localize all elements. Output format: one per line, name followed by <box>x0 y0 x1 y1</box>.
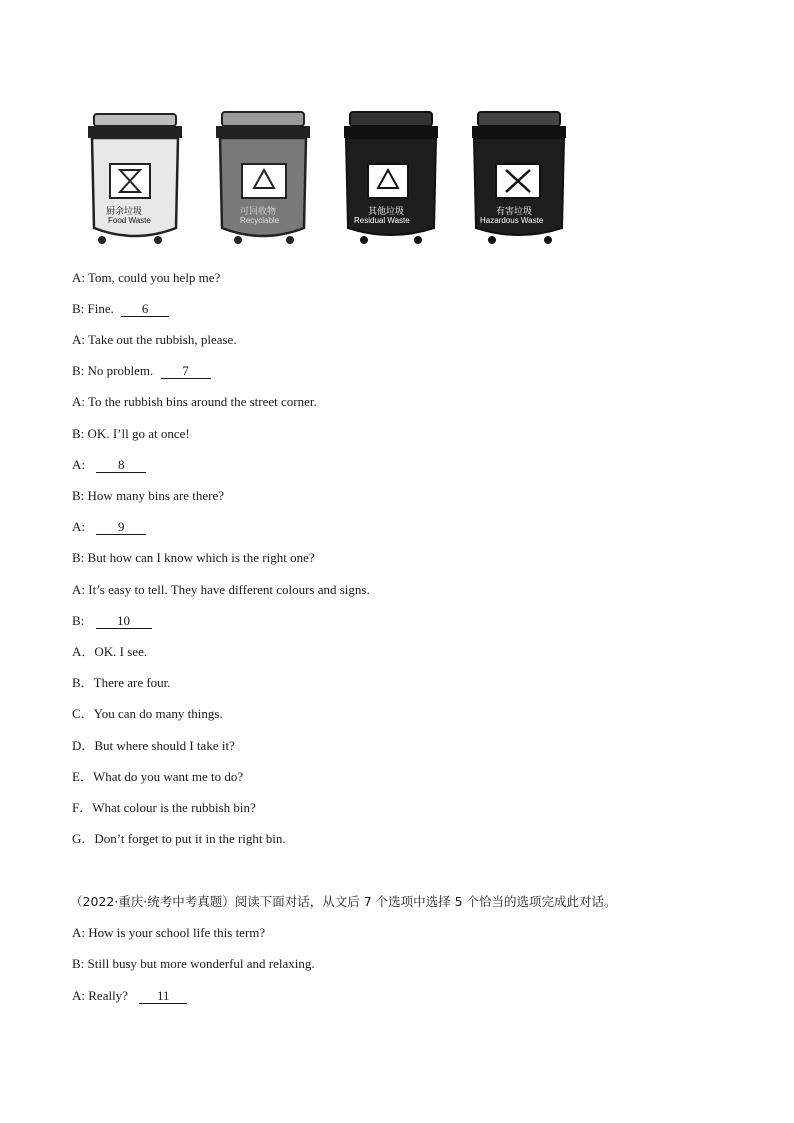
bin-label-recyclable-cn: 可回收物 <box>240 207 277 217</box>
answer-blank[interactable]: 9 <box>96 520 146 535</box>
bin-label-food-en: Food Waste <box>108 216 151 225</box>
bin-food-waste <box>86 108 184 250</box>
answer-blank[interactable]: 6 <box>121 302 169 317</box>
dialogue-line: A: Tom, could you help me? <box>72 270 221 285</box>
dialogue-line: A: How is your school life this term? <box>72 925 266 940</box>
dialogue-line: A: Really? 11 <box>72 988 187 1004</box>
bin-residual-waste <box>342 108 440 250</box>
option-d: D．But where should I take it? <box>72 738 235 753</box>
dialogue-line: B: OK. I’ll go at once! <box>72 426 190 441</box>
dialogue-line: B: Still busy but more wonderful and relaxing. <box>72 956 315 971</box>
answer-blank[interactable]: 8 <box>96 458 146 473</box>
option-g: G．Don’t forget to put it in the right bin. <box>72 831 286 846</box>
option-a: A．OK. I see. <box>72 644 148 659</box>
answer-blank[interactable]: 11 <box>139 989 187 1004</box>
answer-blank[interactable]: 7 <box>161 364 211 379</box>
option-e: E．What do you want me to do? <box>72 769 244 784</box>
answer-blank[interactable]: 10 <box>96 614 152 629</box>
dialogue-line: B: No problem. 7 <box>72 363 211 379</box>
bin-label-recyclable-en: Recyclable <box>240 216 280 225</box>
section-instruction: （2022·重庆·统考中考真题）阅读下面对话，从文后 7 个选项中选择 5 个恰当的选项完成此对话。 <box>70 894 617 909</box>
bin-label-hazardous-cn: 有害垃圾 <box>496 207 533 217</box>
bin-label-residual-en: Residual Waste <box>354 216 410 225</box>
option-c: C．You can do many things. <box>72 706 223 721</box>
bin-label-residual-cn: 其他垃圾 <box>368 207 405 217</box>
dialogue-line: A: Take out the rubbish, please. <box>72 332 237 347</box>
bin-recyclable <box>214 108 312 250</box>
dialogue-line: A: 9 <box>72 519 146 535</box>
dialogue-line: B: Fine. 6 <box>72 301 169 317</box>
dialogue-line: A: 8 <box>72 457 146 473</box>
option-b: B．There are four. <box>72 675 171 690</box>
dialogue-line: A: To the rubbish bins around the street corner. <box>72 394 317 409</box>
rubbish-bins-illustration <box>86 108 576 250</box>
bin-label-hazardous-en: Hazardous Waste <box>480 216 544 225</box>
option-f: F．What colour is the rubbish bin? <box>72 800 256 815</box>
bin-label-food-cn: 厨余垃圾 <box>106 207 143 217</box>
dialogue-line: B: But how can I know which is the right one? <box>72 550 315 565</box>
bin-hazardous-waste <box>470 108 568 250</box>
dialogue-line: A: It’s easy to tell. They have different colours and signs. <box>72 582 370 597</box>
dialogue-line: B: How many bins are there? <box>72 488 224 503</box>
dialogue-line: B: 10 <box>72 613 152 629</box>
